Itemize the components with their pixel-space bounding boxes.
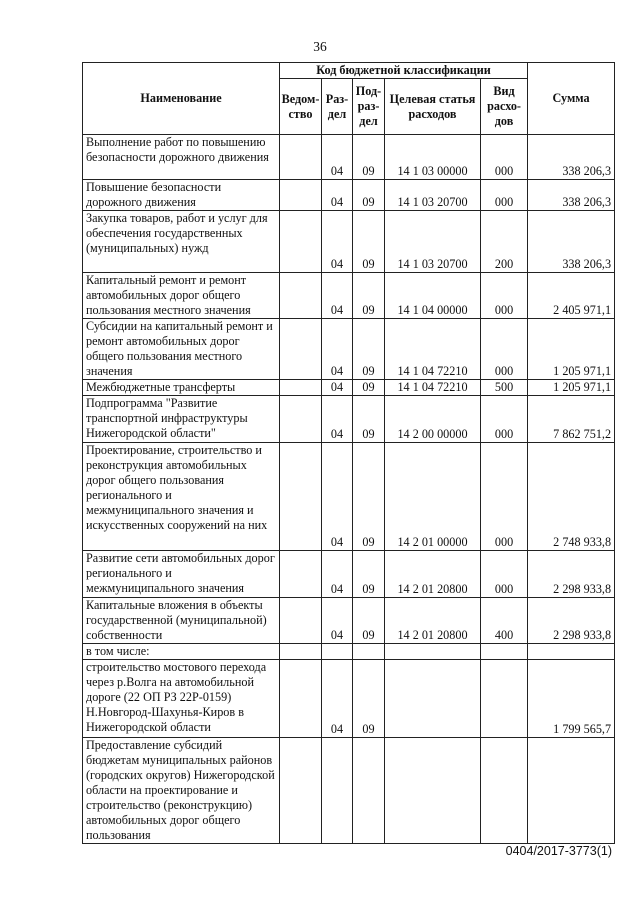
table-row — [83, 598, 615, 644]
row-target-article: 14 1 04 72210 — [385, 380, 481, 396]
table-row — [83, 319, 615, 380]
row-vedomstvo — [280, 443, 322, 551]
row-target-article: 14 1 03 20700 — [385, 211, 481, 273]
row-razdel: 04 — [322, 319, 353, 380]
row-razdel — [322, 738, 353, 844]
row-podrazdel: 09 — [353, 380, 385, 396]
row-podrazdel: 09 — [353, 180, 385, 211]
row-razdel: 04 — [322, 211, 353, 273]
row-target-article: 14 2 01 20800 — [385, 551, 481, 598]
row-name: строительство мостового перехода через р.Волга на автомобильной дороге (22 ОП РЗ 22Р-0159) Н.Новгород-Шахунья-Киров в Нижегородской области — [83, 660, 280, 738]
row-sum: 1 205 971,1 — [528, 380, 615, 396]
row-expense-type: 000 — [481, 396, 528, 443]
row-sum — [528, 738, 615, 844]
row-vedomstvo — [280, 644, 322, 660]
table-row — [83, 738, 615, 844]
row-expense-type: 400 — [481, 598, 528, 644]
row-sum: 1 205 971,1 — [528, 319, 615, 380]
row-razdel: 04 — [322, 135, 353, 180]
budget-table — [82, 62, 615, 844]
row-razdel: 04 — [322, 598, 353, 644]
table-row — [83, 211, 615, 273]
row-podrazdel — [353, 738, 385, 844]
row-name: в том числе: — [83, 644, 280, 660]
row-target-article: 14 1 03 20700 — [385, 180, 481, 211]
header-razdel: Раз-дел — [322, 79, 353, 135]
row-razdel: 04 — [322, 551, 353, 598]
row-target-article: 14 2 01 00000 — [385, 443, 481, 551]
row-expense-type — [481, 660, 528, 738]
row-name: Капитальные вложения в объекты государственной (муниципальной) собственности — [83, 598, 280, 644]
row-target-article: 14 1 04 00000 — [385, 273, 481, 319]
row-sum: 2 405 971,1 — [528, 273, 615, 319]
row-target-article: 14 1 04 72210 — [385, 319, 481, 380]
row-name: Закупка товаров, работ и услуг для обеспечения государственных (муниципальных) нужд — [83, 211, 280, 273]
row-razdel: 04 — [322, 180, 353, 211]
row-sum — [528, 644, 615, 660]
row-expense-type: 200 — [481, 211, 528, 273]
header-podrazdel: Под-раз-дел — [353, 79, 385, 135]
row-vedomstvo — [280, 273, 322, 319]
row-expense-type: 000 — [481, 135, 528, 180]
row-razdel: 04 — [322, 443, 353, 551]
row-vedomstvo — [280, 660, 322, 738]
row-razdel: 04 — [322, 380, 353, 396]
row-expense-type — [481, 738, 528, 844]
header-target-article: Целевая статья расходов — [385, 79, 481, 135]
row-name: Проектирование, строительство и реконструкция автомобильных дорог общего пользования регионального и межмуниципального значения и искусственных сооружений на них — [83, 443, 280, 551]
row-name: Повышение безопасности дорожного движения — [83, 180, 280, 211]
row-podrazdel: 09 — [353, 273, 385, 319]
row-name: Подпрограмма "Развитие транспортной инфраструктуры Нижегородской области" — [83, 396, 280, 443]
row-target-article — [385, 660, 481, 738]
row-name: Субсидии на капитальный ремонт и ремонт автомобильных дорог общего пользования местного значения — [83, 319, 280, 380]
row-vedomstvo — [280, 396, 322, 443]
row-target-article — [385, 738, 481, 844]
row-vedomstvo — [280, 598, 322, 644]
row-target-article — [385, 644, 481, 660]
row-sum: 338 206,3 — [528, 135, 615, 180]
row-expense-type: 000 — [481, 180, 528, 211]
row-expense-type: 000 — [481, 443, 528, 551]
row-razdel: 04 — [322, 273, 353, 319]
header-classification-code: Код бюджетной классификации — [280, 63, 528, 79]
table-row — [83, 380, 615, 396]
row-expense-type: 500 — [481, 380, 528, 396]
table-row — [83, 135, 615, 180]
table-row — [83, 551, 615, 598]
row-podrazdel: 09 — [353, 319, 385, 380]
row-expense-type: 000 — [481, 551, 528, 598]
header-vedomstvo: Ведом-ство — [280, 79, 322, 135]
row-vedomstvo — [280, 738, 322, 844]
row-podrazdel: 09 — [353, 135, 385, 180]
row-razdel — [322, 644, 353, 660]
row-podrazdel — [353, 644, 385, 660]
row-vedomstvo — [280, 380, 322, 396]
row-podrazdel: 09 — [353, 660, 385, 738]
table-body — [83, 135, 615, 844]
table-row — [83, 644, 615, 660]
row-sum: 338 206,3 — [528, 211, 615, 273]
header-expense-type: Вид расхо-дов — [481, 79, 528, 135]
row-expense-type — [481, 644, 528, 660]
row-vedomstvo — [280, 135, 322, 180]
row-sum: 338 206,3 — [528, 180, 615, 211]
table-row — [83, 396, 615, 443]
row-podrazdel: 09 — [353, 396, 385, 443]
row-podrazdel: 09 — [353, 598, 385, 644]
row-target-article: 14 2 01 20800 — [385, 598, 481, 644]
header-sum: Сумма — [528, 63, 615, 135]
row-sum: 2 748 933,8 — [528, 443, 615, 551]
row-podrazdel: 09 — [353, 211, 385, 273]
row-razdel: 04 — [322, 396, 353, 443]
row-name: Предоставление субсидий бюджетам муниципальных районов (городских округов) Нижегородской области на проектирование и строительство (реконструкцию) автомобильных дорог общего пользования — [83, 738, 280, 844]
row-vedomstvo — [280, 180, 322, 211]
row-sum: 2 298 933,8 — [528, 598, 615, 644]
row-name: Развитие сети автомобильных дорог регионального и межмуниципального значения — [83, 551, 280, 598]
row-target-article: 14 2 00 00000 — [385, 396, 481, 443]
row-podrazdel: 09 — [353, 551, 385, 598]
row-vedomstvo — [280, 551, 322, 598]
table-row — [83, 660, 615, 738]
row-name: Капитальный ремонт и ремонт автомобильных дорог общего пользования местного значения — [83, 273, 280, 319]
table-row — [83, 273, 615, 319]
page-number: 36 — [313, 39, 327, 54]
row-target-article: 14 1 03 00000 — [385, 135, 481, 180]
row-podrazdel: 09 — [353, 443, 385, 551]
row-expense-type: 000 — [481, 319, 528, 380]
row-expense-type: 000 — [481, 273, 528, 319]
row-sum: 7 862 751,2 — [528, 396, 615, 443]
header-name: Наименование — [83, 63, 280, 135]
table-row — [83, 443, 615, 551]
row-name: Межбюджетные трансферты — [83, 380, 280, 396]
row-name: Выполнение работ по повышению безопасности дорожного движения — [83, 135, 280, 180]
row-vedomstvo — [280, 211, 322, 273]
row-sum: 2 298 933,8 — [528, 551, 615, 598]
document-code: 0404/2017-3773(1) — [505, 844, 612, 858]
table-row — [83, 180, 615, 211]
row-sum: 1 799 565,7 — [528, 660, 615, 738]
row-vedomstvo — [280, 319, 322, 380]
row-razdel: 04 — [322, 660, 353, 738]
